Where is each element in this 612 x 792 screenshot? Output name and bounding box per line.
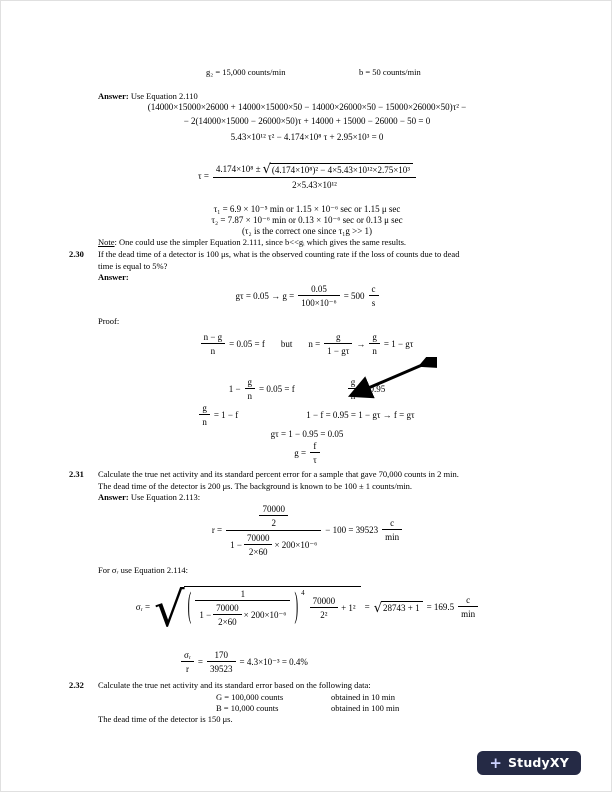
- plus-icon: +: [489, 753, 502, 772]
- pf5-den: τ: [310, 452, 320, 465]
- proof-line-2: [69, 377, 545, 401]
- sigma-f2-fraction: [310, 596, 339, 620]
- ratio-f2-den: 39523: [207, 661, 236, 674]
- r-unit-den: min: [382, 529, 402, 542]
- problem-2-32-text: Calculate the true net activity and its standard error based on the following data:: [98, 680, 371, 690]
- tau-fraction: [213, 163, 416, 190]
- sigma-f2-den: 2²: [310, 607, 339, 620]
- pf1-f3-num: g: [372, 332, 377, 342]
- sigma-f1-den-f-den: 2×60: [213, 614, 242, 627]
- radical-sign: √: [154, 582, 185, 638]
- pf2-f2-num: g: [350, 377, 356, 387]
- equation-2110-line1: (14000×15000×26000 + 14000×15000×50 − 14000×26000×50 − 15000×26000×50)τ² −: [147, 102, 467, 112]
- r-den-pre: 1 −: [230, 539, 242, 550]
- r-den-f-num: 70000: [246, 532, 270, 543]
- r-tail: − 100 = 39523: [325, 524, 379, 535]
- proof-line-4: gτ = 1 − 0.95 = 0.05: [270, 429, 344, 439]
- problem-2-30-line2: time is equal to 5%?: [98, 260, 168, 271]
- answer-2-31-text: Use Equation 2.113:: [130, 492, 201, 502]
- problem-2-32: [69, 680, 545, 692]
- note-line: [98, 237, 406, 248]
- sigma-unit-num: c: [466, 595, 471, 605]
- r-top-num: 70000: [262, 503, 285, 514]
- note-label: Note: [98, 237, 115, 247]
- sigma-square-root: [154, 582, 361, 638]
- pf1-f2-num: g: [336, 332, 341, 342]
- sigma-result-root: [374, 601, 423, 614]
- sigma-equals: =: [364, 601, 370, 612]
- background-counts-time: obtained in 100 min: [331, 703, 400, 713]
- pf1-f2-den: 1 − gτ: [324, 343, 352, 356]
- pf1-f3-den: n: [369, 343, 380, 356]
- pf5-num: f: [313, 441, 317, 451]
- equation-2110-line2: − 2(14000×15000 − 26000×50)τ + 14000 + 15000 − 26000 − 50 = 0: [183, 116, 431, 126]
- r-unit-num: c: [390, 518, 395, 528]
- pf2-f1-den: n: [245, 388, 256, 401]
- pf5-lhs: g =: [294, 447, 307, 458]
- pf1-fraction-3: [369, 332, 380, 356]
- r-top-den: 2: [259, 515, 288, 528]
- problem-2-30-text: [98, 249, 545, 272]
- sigma-radicand: [184, 586, 361, 628]
- ratio-f2-num: 170: [214, 650, 228, 660]
- sigma-plus-term: + 1²: [341, 602, 356, 613]
- radical-sign: √: [262, 161, 271, 177]
- pf1-text-c: n =: [308, 338, 321, 349]
- pf3-text-b: 1 − f = 0.95 = 1 − gτ → f = gτ: [306, 409, 415, 420]
- tau-lhs: τ =: [197, 170, 209, 181]
- big-right-paren: ): [294, 586, 299, 627]
- pf1-f1-num: n − g: [203, 332, 223, 342]
- square-root: [263, 163, 413, 175]
- eq230-unit-den: s: [369, 295, 379, 308]
- r-lhs: r =: [211, 524, 223, 535]
- sigma-unit-den: min: [458, 606, 478, 619]
- tau-quadratic-solution: [69, 159, 545, 193]
- eq230-lhs: gτ = 0.05 → g =: [235, 290, 295, 301]
- sigma-f1-den-post: × 200×10⁻⁶: [243, 610, 287, 620]
- problem-2-32-closing: The dead time of the detector is 150 μs.: [98, 714, 233, 724]
- problem-2-30: [69, 249, 545, 272]
- equation-2110-line3: 5.43×10¹² τ² − 4.174×10⁸ τ + 2.95×10³ = 0: [230, 132, 384, 142]
- sigma-lhs: σᵣ =: [135, 601, 151, 612]
- sigma-f1-den-f-num: 70000: [216, 603, 239, 613]
- r-top-fraction: [259, 504, 288, 528]
- pf3-fraction: [199, 403, 210, 427]
- pf1-arrow: →: [356, 338, 366, 349]
- answer-2-31-label: Answer:: [98, 492, 129, 502]
- ratio-f1-num: σᵣ: [184, 650, 191, 660]
- proof-label: Proof:: [98, 316, 120, 326]
- ratio-fraction-1: [181, 650, 194, 674]
- pf3-f1-den: n: [199, 414, 210, 427]
- problem-2-31: [69, 469, 545, 492]
- studyxy-logo: [477, 751, 581, 775]
- pf1-fraction-2: [324, 332, 352, 356]
- gross-counts-time: obtained in 10 min: [331, 692, 395, 702]
- pf2-f2-den: n: [348, 388, 359, 401]
- g2-rate-value: g₂ = 15,000 counts/min: [206, 67, 286, 77]
- sigma-result-radicand: 28743 + 1: [381, 601, 423, 614]
- sigma-f1-num: 1: [240, 589, 246, 599]
- gross-counts-value: G = 100,000 counts: [216, 692, 284, 702]
- r-big-num: [256, 504, 291, 530]
- studyxy-logo-text: StudyXY: [507, 755, 569, 770]
- problem-2-30-line1: If the dead time of a detector is 100 μs, what is the observed counting rate if the loss of counts due to dead: [98, 249, 460, 259]
- sigma-f1-den-fraction: [213, 603, 242, 627]
- eq230-frac-den: 100×10⁻⁶: [298, 295, 339, 308]
- sigma-intro: For σᵣ use Equation 2.114:: [98, 565, 189, 575]
- sigma-f1-den: [195, 600, 290, 627]
- ratio-fraction-2: [207, 650, 236, 674]
- note-text: : One could use the simpler Equation 2.111, since b<<gᵢ which gives the same results.: [114, 237, 407, 247]
- r-big-den: [226, 530, 321, 557]
- tau2-result: τ₂ = 7.87 × 10⁻⁶ min or 0.13 × 10⁻⁶ sec or 0.13 μ sec: [211, 215, 403, 225]
- eq230-unit-fraction: [369, 284, 379, 308]
- r-den-f-den: 2×60: [244, 544, 273, 557]
- ratio-equals: =: [197, 656, 203, 667]
- tau-fraction-denominator: 2×5.43×10¹²: [213, 177, 416, 190]
- r-den-post: × 200×10⁻⁶: [274, 539, 318, 550]
- problem-2-31-text: [98, 469, 545, 492]
- background-counts-value: B = 10,000 counts: [216, 703, 279, 713]
- big-left-paren: (: [187, 586, 192, 627]
- answer-2-30-label: Answer:: [98, 272, 129, 282]
- equation-2-30: [69, 284, 545, 308]
- pf3-text-a: = 1 − f: [213, 409, 239, 420]
- problem-2-32-number: 2.32: [69, 680, 84, 690]
- ratio-result: = 4.3×10⁻³ = 0.4%: [239, 656, 308, 667]
- r-den-fraction: [244, 533, 273, 557]
- eq230-result: = 500: [343, 290, 365, 301]
- pf1-text-a: = 0.05 = f: [229, 338, 265, 349]
- problem-2-31-line2: The dead time of the detector is 200 μs. The background is known to be 100 ± 1 counts/min.: [98, 480, 413, 491]
- tau-fraction-numerator: [213, 163, 416, 177]
- proof-line-5: [69, 441, 545, 465]
- equation-2-114: [69, 578, 545, 636]
- sigma-ratio-equation: [181, 650, 308, 674]
- pf2-fraction-1: [245, 377, 256, 401]
- proof-line-3: [69, 403, 545, 427]
- pf2-fraction-2: [348, 377, 359, 401]
- pf1-f1-den: n: [201, 343, 226, 356]
- sigma-f2-num: 70000: [312, 596, 336, 606]
- answer-text: Use Equation 2.110: [130, 91, 198, 101]
- proof-line-1: [69, 332, 545, 356]
- pf2-text-c: = 0.95: [362, 383, 386, 394]
- answer-label: Answer:: [98, 91, 129, 101]
- sigma-result: = 169.5: [426, 601, 455, 612]
- pf5-fraction: [310, 441, 320, 465]
- paren-exponent: 4: [301, 589, 305, 597]
- sigma-unit-fraction: [458, 595, 478, 619]
- r-big-fraction: [226, 504, 321, 557]
- radical-sign: √: [373, 600, 383, 616]
- pf2-f1-num: g: [247, 377, 253, 387]
- sigma-inner-fraction: [195, 589, 290, 627]
- pf3-f1-num: g: [202, 403, 207, 413]
- radicand: (4.174×10⁸)² − 4×5.43×10¹²×2.75×10³: [270, 163, 413, 175]
- pf1-text-but: but: [280, 338, 293, 349]
- b-rate-value: b = 50 counts/min: [359, 67, 421, 77]
- equation-2-113: [69, 504, 545, 556]
- pf1-text-d: = 1 − gτ: [383, 338, 414, 349]
- tau-choice-note: (τ₂ is the correct one since τ₁g >> 1): [241, 226, 373, 236]
- tau-numerator-text: 4.174×10⁸ ±: [215, 163, 261, 174]
- ratio-f1-den: r: [181, 661, 194, 674]
- sigma-f1-den-pre: 1 −: [199, 610, 212, 620]
- answer-2110-line: [98, 91, 198, 102]
- problem-2-30-number: 2.30: [69, 249, 84, 259]
- eq230-fraction: [298, 284, 339, 308]
- r-unit-fraction: [382, 518, 402, 542]
- pf2-text-b: = 0.05 = f: [259, 383, 295, 394]
- pf1-fraction-1: [201, 332, 226, 356]
- problem-2-31-number: 2.31: [69, 469, 84, 479]
- tau1-result: τ₁ = 6.9 × 10⁻⁵ min or 1.15 × 10⁻⁶ sec or 1.15 μ sec: [213, 204, 401, 214]
- problem-2-31-line1: Calculate the true net activity and its standard percent error for a sample that gave 70,000 counts in 2 min.: [98, 469, 459, 479]
- answer-2-31-line: [98, 492, 200, 503]
- pf2-text-a: 1 −: [228, 383, 241, 394]
- eq230-frac-num: 0.05: [311, 284, 327, 294]
- eq230-unit-num: c: [371, 284, 376, 294]
